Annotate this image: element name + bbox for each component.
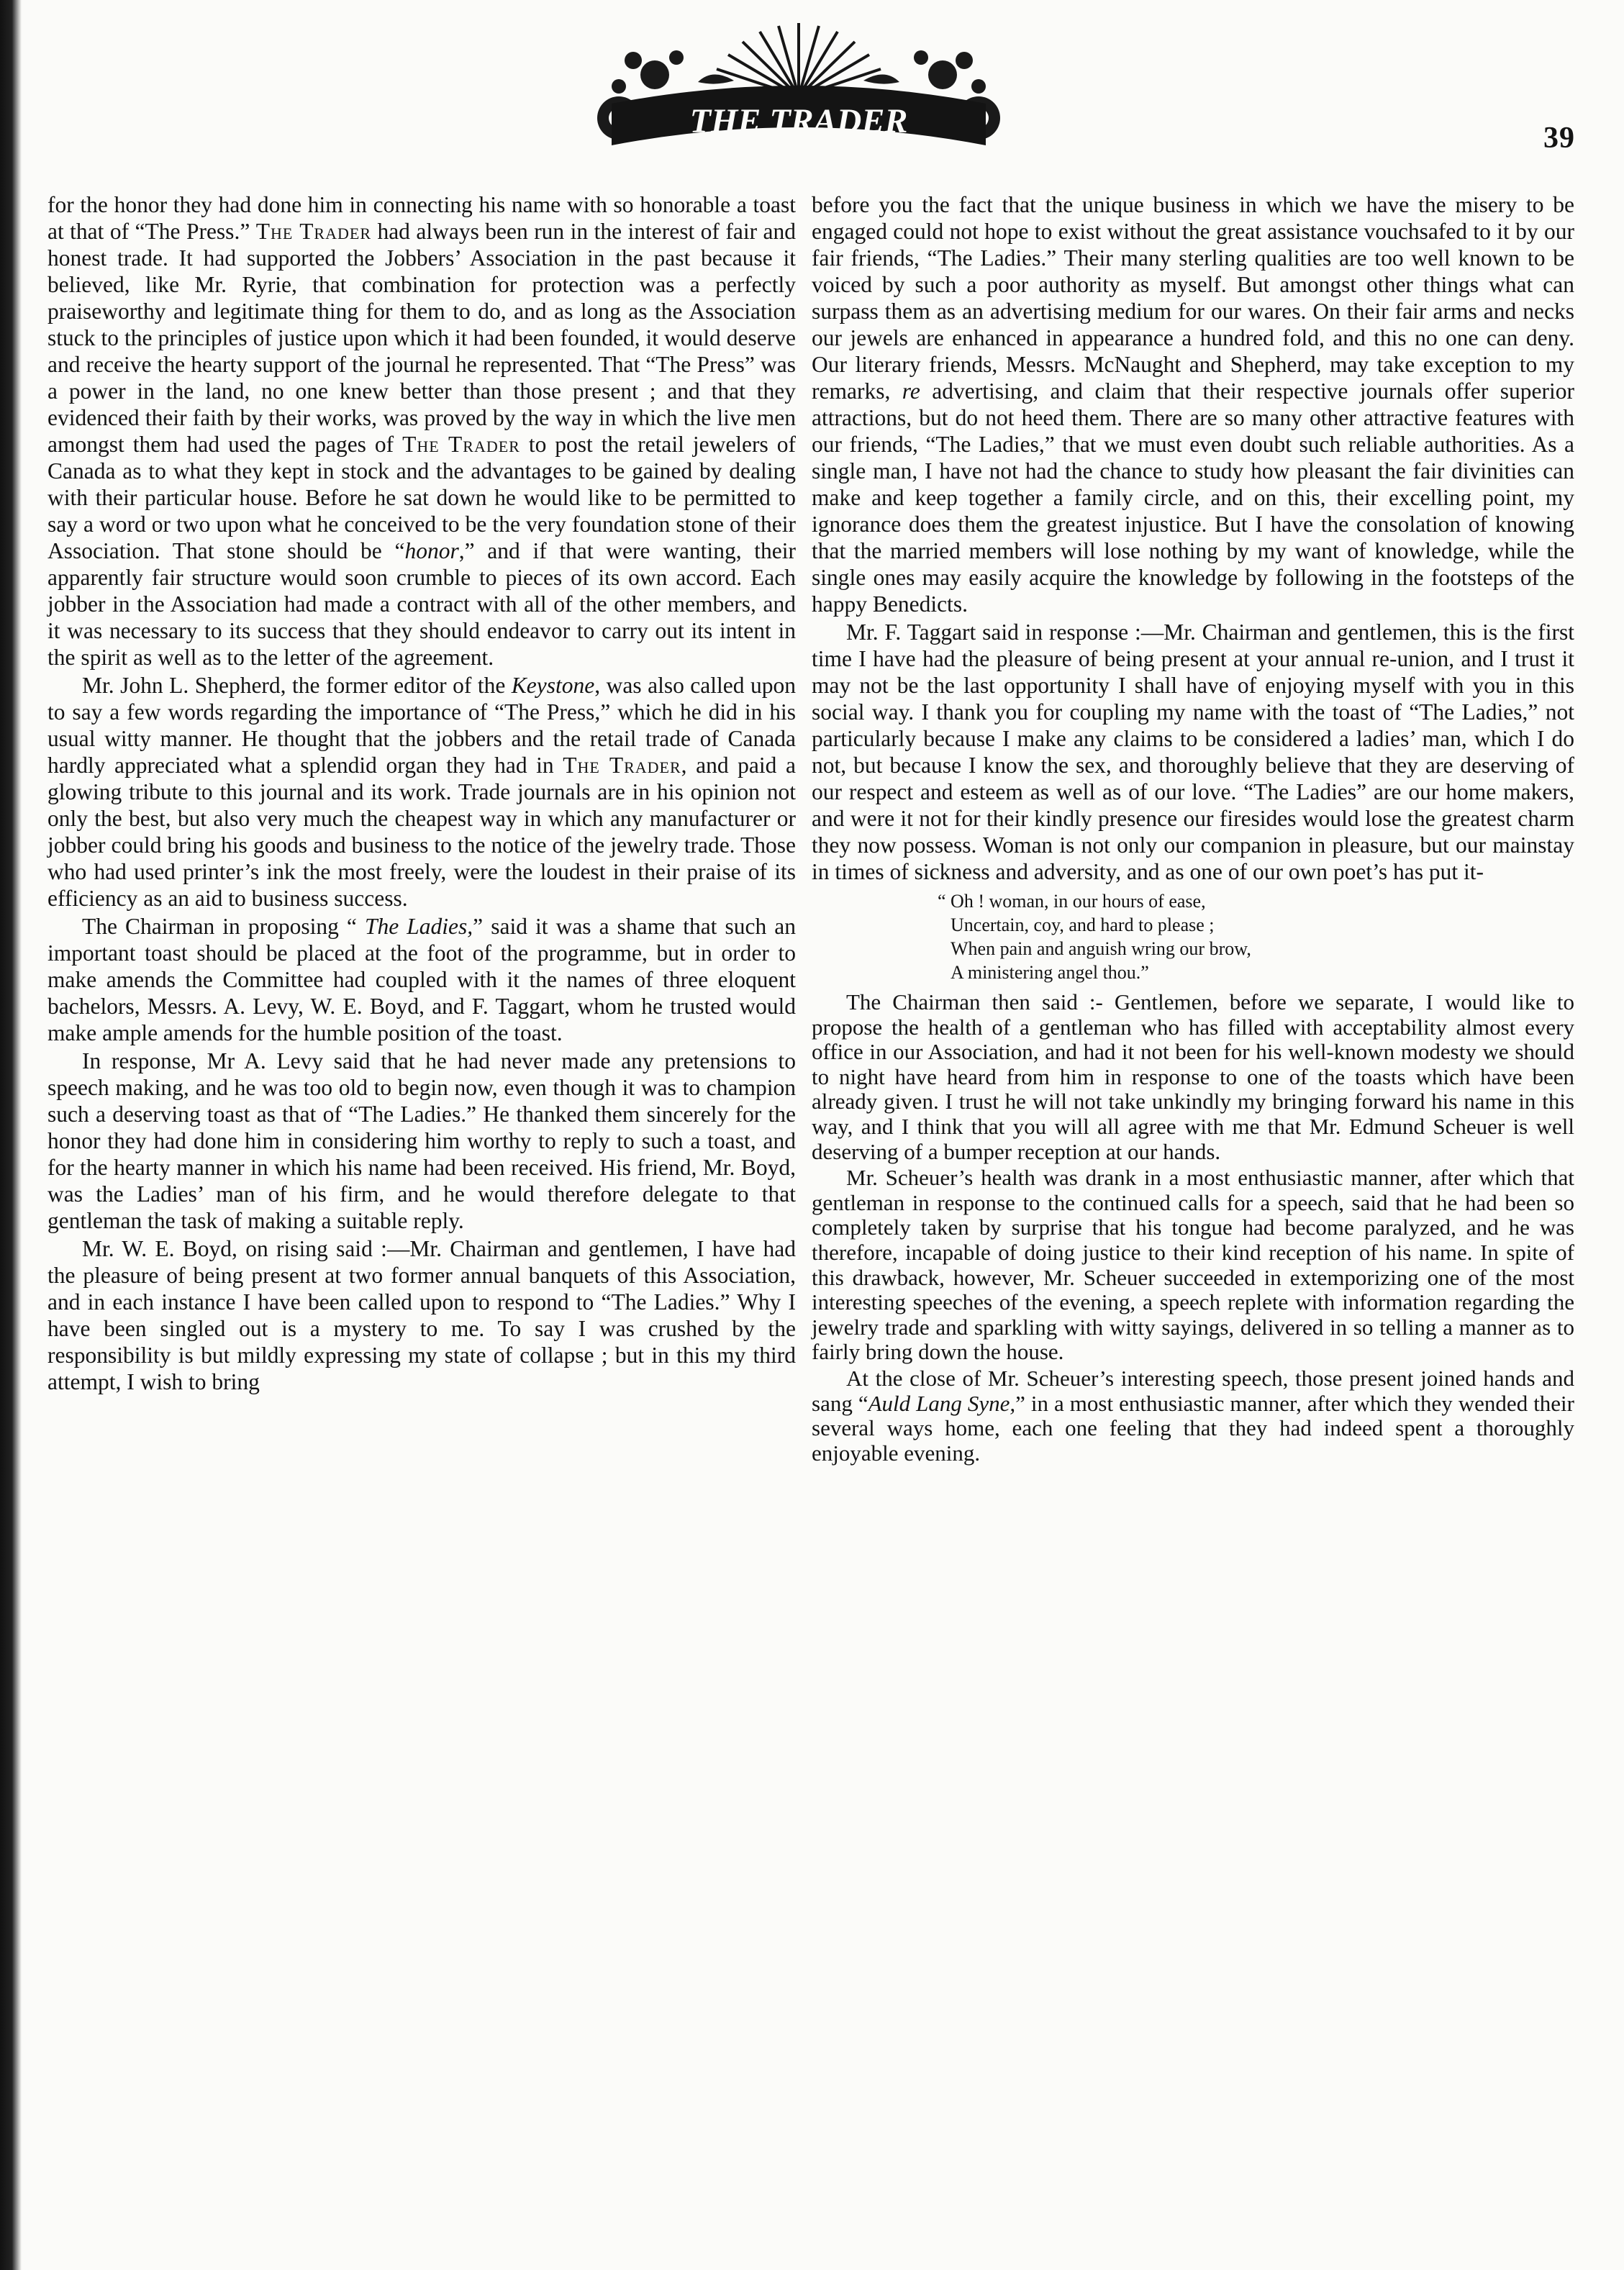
- emphasis: honor: [404, 538, 459, 563]
- text-run: to post the retail jewelers of Canada as to what they kept in stock and the advantages to be gained by dealing with their particular house. Before he sat down he would like to be permitted to say a word or two upon what he conceived to be the very foundation stone of their Association. That stone should be “: [47, 432, 796, 563]
- text-run: for the honor they had done him in connecting his name with so honorable a toast at that of “The Press.”: [47, 192, 796, 244]
- paragraph-chairman-scheuer: The Chairman then said :- Gentlemen, before we separate, I would like to propose the health of a gentleman who has filled with acceptability almost every office in our Association, and had it not been for his well-known modesty we should to night have heard from him in response to one of the toasts which have been already given. I trust he will not take unkindly my bringing forward his name in this way, and I think that you will all agree with me that Mr. Edmund Scheuer is well deserving of a bumper reception at our hands.: [812, 989, 1574, 1164]
- poem-line: Uncertain, coy, and hard to please ;: [951, 914, 1215, 935]
- text-run: ” said it was a shame that such an important toast should be placed at the foot of the programme, but in order to make amends the Committee had coupled with it the names of three eloquent bachelors, Messrs. A. Levy, W. E. Boyd, and F. Taggart, whom he trusted would make ample amends for the humble position of the toast.: [47, 914, 797, 1045]
- journal-name: The Trader: [402, 432, 520, 457]
- song-title: Auld Lang Syne,: [868, 1390, 1016, 1416]
- paragraph-trader-response: [47, 191, 796, 671]
- right-column: [812, 191, 1574, 1467]
- text-run: At the close of Mr. Scheuer’s interesting speech, those present joined hands and sang “: [812, 1365, 1574, 1416]
- text-run: The Chairman in proposing “: [82, 914, 365, 939]
- page-binding-shadow: [0, 0, 22, 2270]
- paragraph-boyd: Mr. W. E. Boyd, on rising said :—Mr. Chairman and gentlemen, I have had the pleasure of being present at two former annual banquets of this Association, and in each instance I have been called upon to respond to “The Ladies.” Why I have been singled out is a mystery to me. To say I was crushed by the responsibility is but mildly expressing my state of collapse ; but in this my third attempt, I wish to bring: [47, 1236, 796, 1394]
- paragraph-boyd-continued: [812, 191, 1574, 617]
- text-run: had always been run in the interest of fair and honest trade. It had supported the Jobbers’ Association in the past because it believed, like Mr. Ryrie, that combination for protection was a perfectly praiseworthy and legitimate thing for them to do, and as long as the Association stuck to the principles of justice upon which it had been founded, it would deserve and receive the hearty support of the journal he represented. That “The Press” was a power in the land, no one knew better than those present ; and that they evidenced their faith by their works, was proved by the way in which the live men amongst them had used the pages of: [47, 219, 796, 457]
- text-run: before you the fact that the unique business in which we have the misery to be engaged could not hope to exist without the great assistance vouchsafed to it by our fair friends, “The Ladies.” Their many sterling qualities are too well known to be voiced by such a poor authority as myself. But amongst other things what can surpass them as an advertising medium for our wares. On their fair arms and necks our jewels are enhanced in appearance a hundred fold, and this no one can deny. Our literary friends, Messrs. McNaught and Shepherd, may take exception to my remarks,: [812, 192, 1574, 404]
- emphasis: re: [902, 378, 920, 404]
- masthead-title: THE TRADER: [689, 102, 908, 140]
- text-run: ” in a most enthusiastic manner, after which they wended their several ways home, each one feeling that they had indeed spent a thoroughly enjoyable evening.: [812, 1390, 1574, 1466]
- text-run: ,” and if that were wanting, their apparently fair structure would soon crumble to pieces of its own accord. Each jobber in the Association had made a contract with all of the other members, and it was necessary to its success that they should endeavor to carry out its intent in the spirit as well as to the letter of the agreement.: [47, 538, 796, 670]
- paragraph-levy: In response, Mr A. Levy said that he had never made any pretensions to speech making, and he was too old to begin now, even though it was to champion such a deserving toast as that of “The Ladies.” He thanked them sincerely for the honor they had done him in considering him worthy to reply to such a toast, and for the hearty manner in which his name had been received. His friend, Mr. Boyd, was the Ladies’ man of his firm, and he would therefore delegate to that gentleman the task of making a suitable reply.: [47, 1048, 796, 1233]
- masthead-logo: [590, 17, 1007, 161]
- toast-name: The Ladies,: [364, 914, 473, 939]
- journal-name: Keystone: [511, 673, 595, 698]
- text-run: Mr. John L. Shepherd, the former editor of the: [82, 673, 512, 698]
- paragraph-shepherd: [47, 672, 796, 912]
- left-column: [47, 191, 796, 1397]
- text-run: advertising, and claim that their respective journals offer superior attractions, but do not heed them. There are so many other attractive features with our friends, “The Ladies,” that we must even doubt such reliable authorities. As a single man, I have not had the chance to study how pleasant the fair divinities can make and keep together a family circle, and on this, their excelling point, my ignorance does them the greatest injustice. But I have the consolation of knowing that the married members will lose nothing by my want of knowledge, while the single ones may easily acquire the knowledge by following in the footsteps of the happy Benedicts.: [812, 378, 1574, 617]
- ornamental-sunburst-logo-icon: [590, 17, 1007, 161]
- paragraph-scheuer-speech: Mr. Scheuer’s health was drank in a most enthusiastic manner, after which that gentleman in response to the continued calls for a speech, said that he had been so completely taken by surprise that his tongue had become paralyzed, and he was therefore, incapable of doing justice to their kind reception of his name. In spite of this drawback, however, Mr. Scheuer succeeded in extemporizing one of the most interesting speeches of the evening, a speech replete with information regarding the jewelry trade and sparkling with witty sayings, delivered in so telling a manner as to fairly bring down the house.: [812, 1165, 1574, 1365]
- poem-line: “ Oh ! woman, in our hours of ease,: [938, 891, 1206, 912]
- paragraph-chairman-ladies: [47, 913, 796, 1046]
- paragraph-closing: [812, 1366, 1574, 1466]
- text-run: , and paid a glowing tribute to this journal and its work. Trade journals are in his opinion not only the best, but also very much the cheapest way in which any manufacturer or jobber could bring his goods and business to the notice of the jewelry trade. Those who had used printer’s ink the most freely, were the loudest in their praise of its efficiency as an aid to business success.: [47, 753, 796, 911]
- poem-line: When pain and anguish wring our brow,: [951, 938, 1251, 959]
- journal-name: The Trader: [255, 219, 371, 244]
- poem-quote: [812, 889, 1574, 984]
- page-number: 39: [1543, 122, 1575, 155]
- paragraph-taggart: Mr. F. Taggart said in response :—Mr. Chairman and gentlemen, this is the first time I have had the pleasure of being present at your annual re-union, and I trust it may not be the last opportunity I shall have of enjoying myself with you in this social way. I thank you for coupling my name with the toast of “The Ladies,” not particularly because I make any claims to be considered a ladies’ man, which I do not, but because I know the sex, and thoroughly believe that they are deserving of our respect and esteem as well as of our love. “The Ladies” are our home makers, and were it not for their kindly presence our firesides would lose the greatest charm they now possess. Woman is not only our companion in pleasure, but our mainstay in times of sickness and adversity, and as one of our own poet’s has put it-: [812, 619, 1574, 884]
- journal-name: The Trader: [563, 753, 681, 778]
- text-run: , was also called upon to say a few words regarding the importance of “The Press,” which he did in his usual witty manner. He thought that the jobbers and the retail trade of Canada hardly appreciated what a splendid organ they had in: [47, 673, 796, 778]
- poem-line: A ministering angel thou.”: [951, 962, 1149, 983]
